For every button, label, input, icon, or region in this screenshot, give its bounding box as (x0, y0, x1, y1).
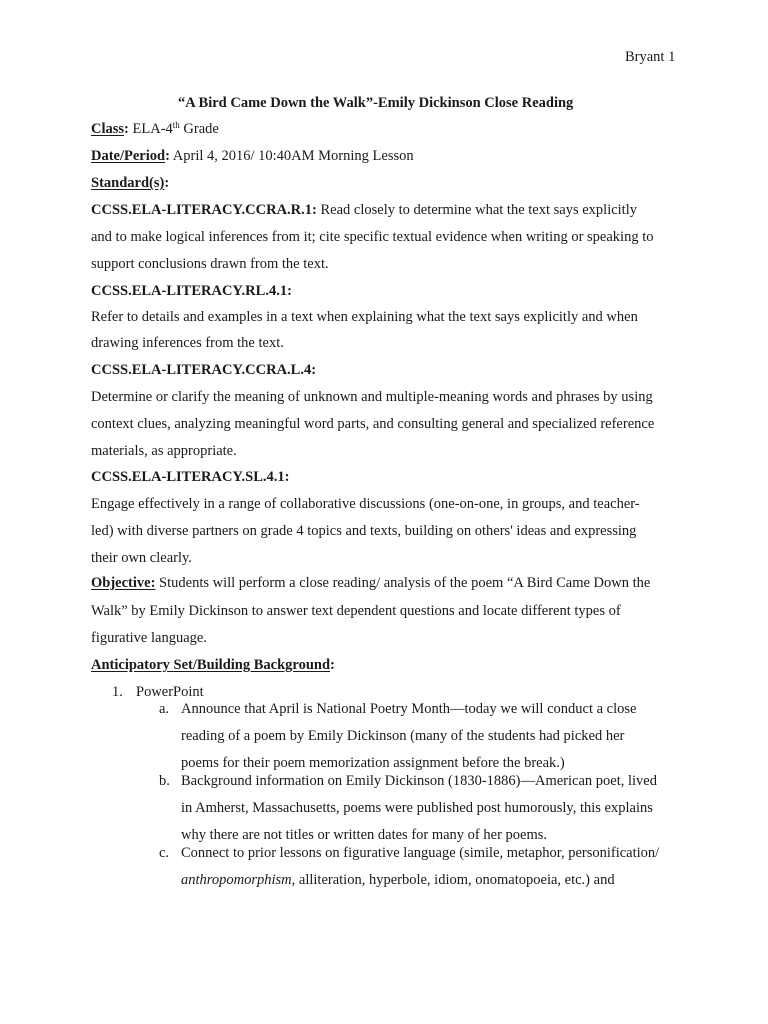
sublist-item-line: reading of a poem by Emily Dickinson (many of the students had picked her (181, 728, 625, 744)
standard-1-first-line (91, 203, 637, 218)
standard-text-line: Engage effectively in a range of collaborative discussions (one-on-one, in groups, and teacher- (91, 496, 640, 512)
objective-text-line: Walk” by Emily Dickinson to answer text dependent questions and locate different types of (91, 603, 621, 619)
objective-text-line: figurative language. (91, 630, 207, 646)
standard-code: CCSS.ELA-LITERACY.CCRA.R.1: (91, 202, 317, 218)
class-line (91, 122, 219, 137)
sublist-item-line: Background information on Emily Dickinson (1830-1886)—American poet, lived (181, 773, 657, 789)
objective-text: Students will perform a close reading/ analysis of the poem “A Bird Came Down the (159, 575, 651, 591)
italic-term: anthropomorphism (181, 872, 292, 888)
standard-text-line: and to make logical inferences from it; cite specific textual evidence when writing or speaking to (91, 229, 654, 245)
standard-text-line: their own clearly. (91, 550, 192, 566)
standard-text-line: materials, as appropriate. (91, 443, 237, 459)
list-item-number: 1. (112, 684, 123, 700)
standards-heading-line: Standard(s): (91, 175, 170, 191)
list-item-label: PowerPoint (136, 684, 204, 700)
standard-code: CCSS.ELA-LITERACY.CCRA.L.4: (91, 362, 317, 378)
objective-first-line (91, 576, 650, 591)
date-period-line: Date/Period: April 4, 2016/ 10:40AM Morning Lesson (91, 148, 414, 164)
standard-text-line: context clues, analyzing meaningful word parts, and consulting general and specialized reference (91, 416, 655, 432)
sublist-item-line: why there are not titles or written dates for many of her poems. (181, 827, 548, 843)
standard-text-line: Determine or clarify the meaning of unknown and multiple-meaning words and phrases by using (91, 389, 653, 405)
objective-label: Objective: (91, 575, 156, 591)
document-title: “A Bird Came Down the Walk”-Emily Dickinson Close Reading (178, 95, 574, 111)
standard-text: Read closely to determine what the text says explicitly (320, 202, 637, 218)
sublist-item-line-rest: , alliteration, hyperbole, idiom, onomatopoeia, etc.) and (291, 872, 615, 888)
class-colon: : (124, 121, 129, 137)
date-period-label: Date/Period (91, 148, 166, 164)
standard-text-line: drawing inferences from the text. (91, 335, 284, 351)
sublist-item-letter: a. (159, 701, 170, 717)
sublist-item-line: Connect to prior lessons on figurative language (simile, metaphor, personification/ (181, 845, 660, 861)
class-value: ELA-4th Grade (132, 120, 219, 137)
sublist-item-line: Announce that April is National Poetry Month—today we will conduct a close (181, 701, 637, 717)
sublist-item-line: poems for their poem memorization assignment before the break.) (181, 755, 565, 771)
standards-heading: Standard(s) (91, 175, 165, 191)
class-label: Class (91, 121, 125, 137)
standard-code: CCSS.ELA-LITERACY.RL.4.1: (91, 283, 292, 299)
date-period-value: April 4, 2016/ 10:40AM Morning Lesson (172, 148, 414, 164)
sublist-item-line (181, 873, 615, 888)
sublist-item-letter: c. (159, 845, 170, 861)
standard-text-line: Refer to details and examples in a text when explaining what the text says explicitly and when (91, 309, 638, 325)
anticipatory-heading-line: Anticipatory Set/Building Background: (91, 657, 335, 673)
page-number: Bryant 1 (625, 49, 676, 65)
standard-text-line: led) with diverse partners on grade 4 topics and texts, building on others' ideas and expressing (91, 523, 637, 539)
anticipatory-heading: Anticipatory Set/Building Background (91, 657, 331, 673)
sublist-item-line: in Amherst, Massachusetts, poems were published post humorously, this explains (181, 800, 653, 816)
standard-code: CCSS.ELA-LITERACY.SL.4.1: (91, 469, 290, 485)
sublist-item-letter: b. (159, 773, 170, 789)
standard-text-line: support conclusions drawn from the text. (91, 256, 329, 272)
